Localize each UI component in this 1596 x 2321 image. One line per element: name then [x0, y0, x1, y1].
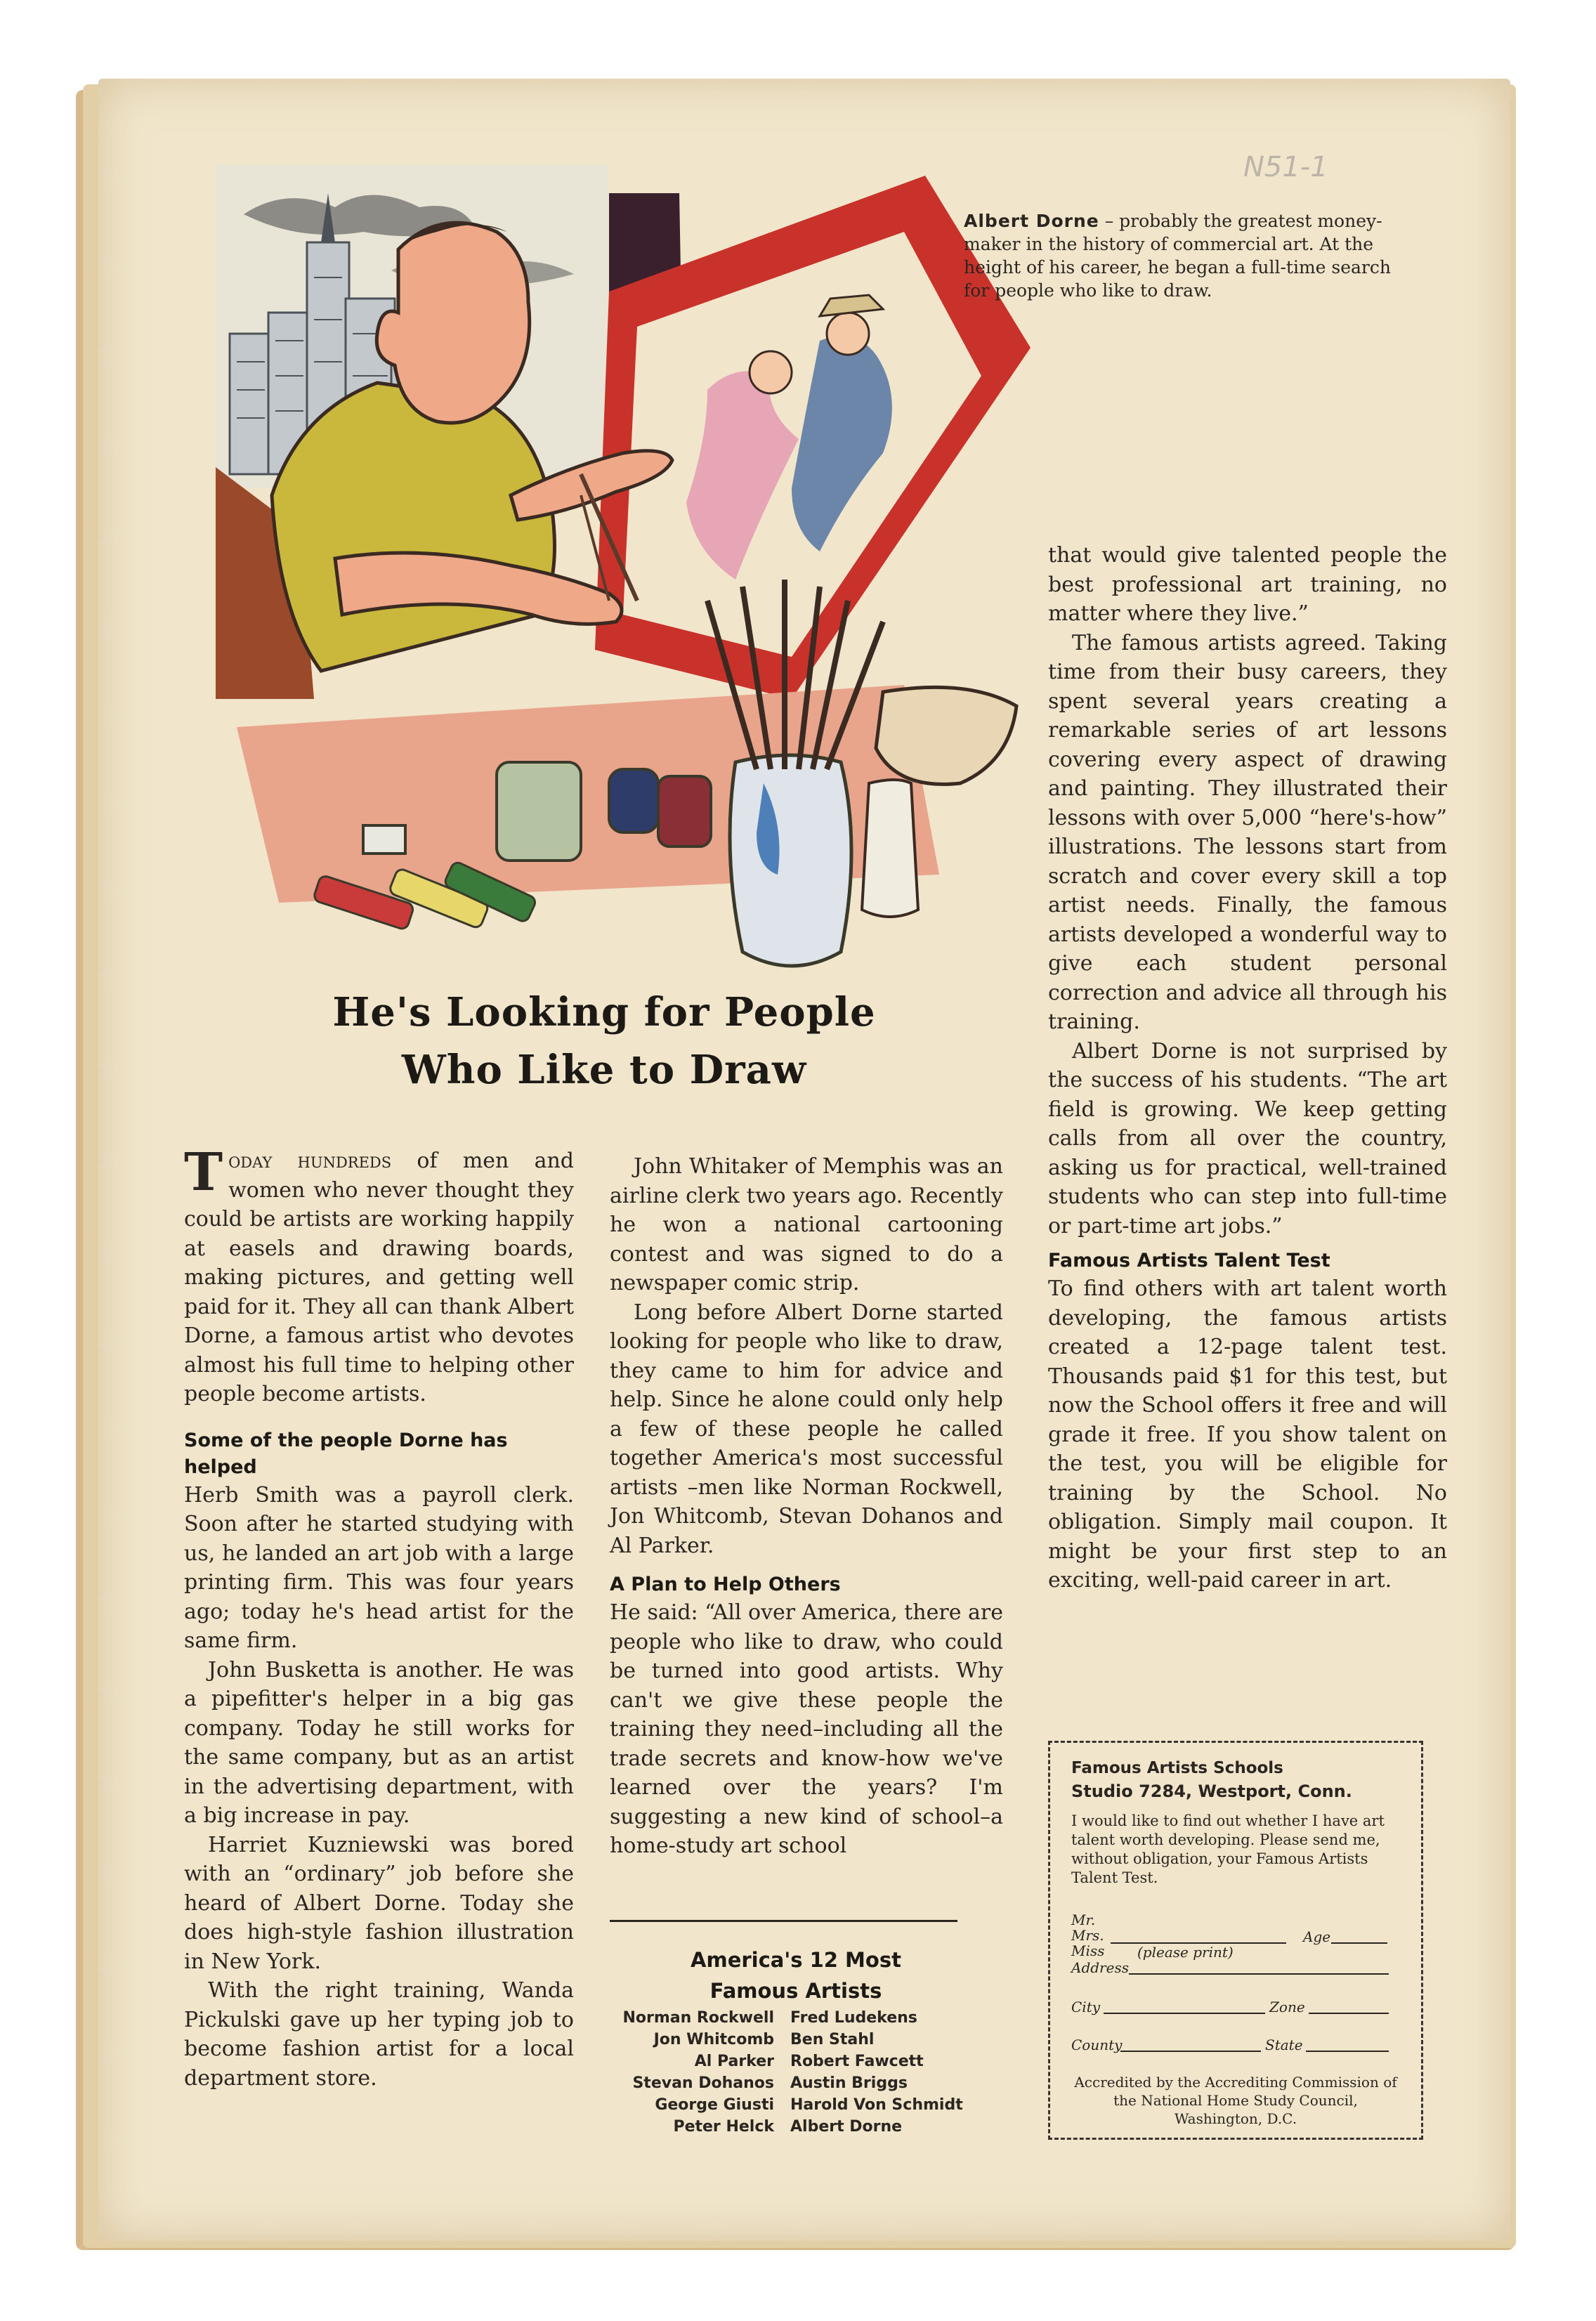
intro-paragraph	[184, 1142, 574, 1409]
artist-name: Al Parker	[694, 2053, 774, 2070]
paragraph-harriet-kuzniewski: Harriet Kuzniewski was bored with an “ordinary” job before she heard of Albert Dorne. Today she does high-style fashion illustration in New York.	[184, 1832, 574, 1974]
artist-name: Robert Fawcett	[790, 2053, 924, 2070]
coupon-accreditation: Accredited by the Accrediting Commission of the National Home Study Council, Washington, D.C.	[1074, 2074, 1397, 2127]
paragraph-artists-agreed: The famous artists agreed. Taking time from their busy careers, they spent several years creating a remarkable series of art lessons covering every aspect of drawing and painting. They illustrated their lessons with over 5,000 “here's-how” illustrations. The lessons start from scratch and cover every skill a top artist needs. Finally, the famous artists developed a wonderful way to give each student personal correction and advice all through his training.	[1048, 630, 1447, 1034]
article-column-2	[610, 1152, 1003, 1861]
pencil-note-text: N51-1	[1243, 151, 1328, 183]
paragraph-talent-test: To find others with art talent worth developing, the famous artists created a 12-page talent test. Thousands paid $1 for this test, but now the School offers it free and will grade it free. If you show talent on the test, you will be eligible for training by the School. No obligation. Simply mail coupon. It might be your first step to an exciting, well-paid career in art.	[1048, 1276, 1447, 1593]
coupon-request-text: I would like to find out whether I have art talent worth developing. Please send me, without obligation, your Famous Artists Talent Test.	[1071, 1812, 1385, 1886]
paragraph-long-before: Long before Albert Dorne started looking for people who like to draw, they came to him for advice and help. Since he alone could only help a few of these people he called together America's most successful artists –men like Norman Rockwell, Jon Whitcomb, Stevan Dohanos and Al Parker.	[610, 1300, 1003, 1558]
address-field[interactable]	[1129, 1973, 1389, 1975]
age-field[interactable]	[1331, 1942, 1387, 1944]
paragraph-would-give: that would give talented people the best professional art training, no matter where they live.”	[1048, 543, 1447, 626]
mail-in-coupon[interactable]	[1048, 1741, 1423, 2140]
coupon-label-mr: Mr.	[1071, 1911, 1096, 1928]
famous-artists-title-line-1: America's 12 Most	[691, 1948, 901, 1972]
coupon-label-age: Age	[1303, 1928, 1331, 1945]
paragraph-wanda-pickulski: With the right training, Wanda Pickulski gave up her typing job to become fashion artist for a local department store.	[184, 1978, 574, 2091]
intro-text: of men and women who never thought they could be artists are working happily at easels and drawing boards, making pictures, and getting well paid for it. They all can thank Albert Dorne, a famous artist who devotes almost his full time to helping other people become artists.	[184, 1149, 574, 1406]
coupon-label-zone: Zone	[1269, 1999, 1305, 2015]
artist-name: George Giusti	[655, 2096, 774, 2114]
coupon-school-name: Famous Artists Schools	[1071, 1759, 1283, 1777]
article-column-1	[184, 1142, 574, 2093]
paragraph-he-said: He said: “All over America, there are people who like to draw, who could be turned into good artists. Why can't we give these people the training they need–including all the trade secrets and know-how we've learned over the years? I'm suggesting a new kind of school–a home-study art school	[610, 1600, 1003, 1858]
artists-divider	[610, 1920, 957, 1922]
artist-name: Peter Helck	[673, 2118, 774, 2136]
headline-line-2: Who Like to Draw	[401, 1047, 807, 1093]
coupon-label-city: City	[1071, 1999, 1101, 2015]
artist-name: Ben Stahl	[790, 2031, 875, 2048]
famous-artists-title-line-2: Famous Artists	[709, 1979, 882, 2003]
artist-name: Albert Dorne	[790, 2118, 903, 2136]
paragraph-herb-smith: Herb Smith was a payroll clerk. Soon after he started studying with us, he landed an art job with a large printing firm. This was four years ago; today he's head artist for the same firm.	[184, 1482, 574, 1653]
artist-name: Harold Von Schmidt	[790, 2096, 963, 2114]
coupon-label-state: State	[1265, 2036, 1303, 2053]
intro-smallcaps: oday hundreds	[228, 1149, 392, 1173]
coupon-label-address: Address	[1071, 1959, 1129, 1976]
famous-artists-title	[610, 1944, 982, 2006]
coupon-please-print: (please print)	[1137, 1944, 1234, 1961]
headline	[211, 983, 998, 1099]
artist-name: Austin Briggs	[790, 2074, 908, 2092]
coupon-label-county: County	[1071, 2036, 1123, 2053]
artist-name: Fred Ludekens	[790, 2009, 917, 2027]
subheading-people-helped: Some of the people Dorne has helped	[184, 1429, 508, 1478]
zone-field[interactable]	[1309, 2013, 1389, 2014]
artists-list-left	[590, 2007, 774, 2138]
coupon-studio-address: Studio 7284, Westport, Conn.	[1071, 1781, 1352, 1801]
subheading-plan-to-help: A Plan to Help Others	[610, 1574, 841, 1595]
article-column-3	[1048, 541, 1447, 1595]
artists-list-right	[790, 2007, 1015, 2138]
albert-dorne-illustration	[216, 165, 1031, 983]
portrait-caption	[964, 209, 1420, 302]
pencil-note	[1243, 151, 1440, 193]
coupon-label-miss: Miss	[1071, 1942, 1105, 1959]
city-field[interactable]	[1104, 2013, 1265, 2014]
state-field[interactable]	[1306, 2051, 1389, 2052]
county-field[interactable]	[1120, 2051, 1261, 2052]
drop-cap: T	[184, 1142, 223, 1203]
coupon-label-mrs: Mrs.	[1071, 1927, 1104, 1944]
subheading-talent-test: Famous Artists Talent Test	[1048, 1250, 1330, 1271]
paragraph-john-whitaker: John Whitaker of Memphis was an airline clerk two years ago. Recently he won a national cartooning contest and was signed to do a newspaper comic strip.	[610, 1154, 1003, 1295]
artist-name: Norman Rockwell	[622, 2009, 774, 2027]
paragraph-not-surprised: Albert Dorne is not surprised by the success of his students. “The art field is growing. We keep getting calls from all over the country, asking us for practical, well-trained students who can step into full-time or part-time art jobs.”	[1048, 1038, 1447, 1238]
headline-line-1: He's Looking for People	[332, 989, 876, 1035]
artist-name: Jon Whitcomb	[653, 2031, 774, 2048]
caption-text: – probably the greatest money-maker in the history of commercial art. At the height of his career, he began a full-time search for people who like to draw.	[964, 211, 1391, 301]
paragraph-john-busketta: John Busketta is another. He was a pipefitter's helper in a big gas company. Today he still works for the same company, but as an artist in the advertising department, with a big increase in pay.	[184, 1657, 574, 1828]
caption-name: Albert Dorne	[964, 211, 1099, 231]
artist-name: Stevan Dohanos	[632, 2074, 774, 2092]
